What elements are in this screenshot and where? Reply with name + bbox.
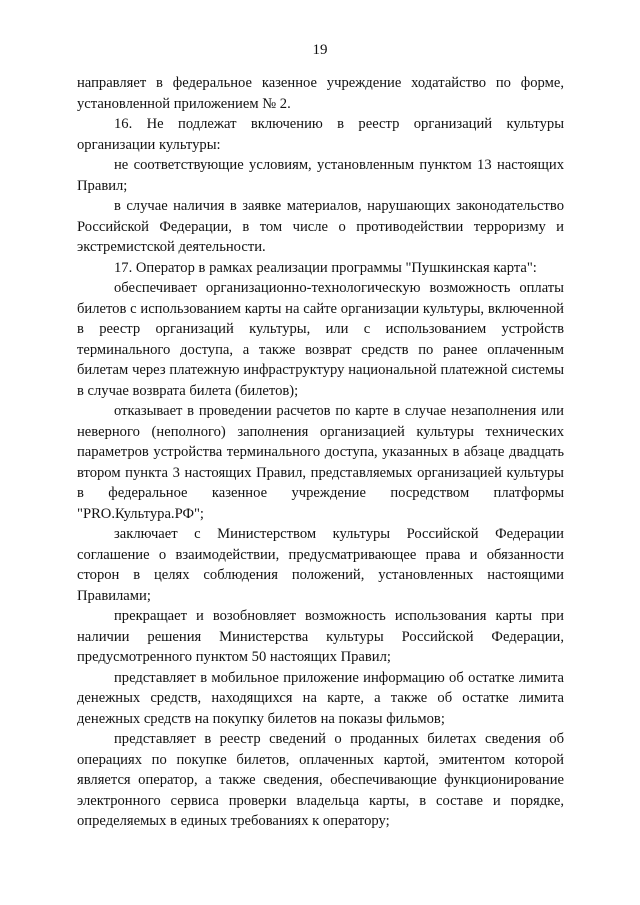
paragraph-item-17-duty-6: представляет в реестр сведений о проданных билетах сведения об операциях по покупке билетов, оплаченных картой, эмитентом которой является оператор, а также сведения, обеспечивающие функционирование электронного сервиса проверки владельца карты, в составе и порядке, определяемых в единых требованиях к оператору; <box>77 731 564 829</box>
paragraph-item-17-duty-2: отказывает в проведении расчетов по карте в случае незаполнения или неверного (неполного) заполнения организацией культуры технических параметров устройства терминального доступа, указанных в абзаце двадцать втором пункта 3 настоящих Правил, представляемых организацией культуры в федеральное казенное учреждение посредством платформы "PRO.Культура.РФ"; <box>77 403 564 522</box>
paragraph-item-17: 17. Оператор в рамках реализации программы "Пушкинская карта": <box>114 259 537 276</box>
document-body <box>77 73 564 832</box>
paragraph-item-17-duty-3: заключает с Министерством культуры Российской Федерации соглашение о взаимодействии, предусматривающее права и обязанности сторон в целях соблюдения положений, установленных настоящими Правилами; <box>77 526 564 604</box>
paragraph-item-17-duty-5: представляет в мобильное приложение информацию об остатке лимита денежных средств, находящихся на карте, а также об остатке лимита денежных средств на покупку билетов на показы фильмов; <box>77 669 564 727</box>
paragraph-item-16-condition-2: в случае наличия в заявке материалов, нарушающих законодательство Российской Федерации, в том числе о противодействии терроризму и экстремистской деятельности. <box>77 198 564 255</box>
paragraph-item-16: 16. Не подлежат включению в реестр организаций культуры организации культуры: <box>77 116 564 153</box>
paragraph-item-16-condition-1: не соответствующие условиям, установленным пунктом 13 настоящих Правил; <box>77 157 564 194</box>
paragraph-continuation: направляет в федеральное казенное учреждение ходатайство по форме, установленной приложением № 2. <box>77 75 564 112</box>
paragraph-item-17-duty-4: прекращает и возобновляет возможность использования карты при наличии решения Министерства культуры Российской Федерации, предусмотренного пунктом 50 настоящих Правил; <box>77 608 564 665</box>
page-number: 19 <box>312 42 328 58</box>
paragraph-item-17-duty-1: обеспечивает организационно-технологическую возможность оплаты билетов с использованием карты на сайте организации культуры, включенной в реестр организаций культуры, или с использованием устройств терминального доступа, а также возврат средств по ранее оплаченным билетам через платежную инфраструктуру национальной платежной системы в случае возврата билета (билетов); <box>77 280 564 399</box>
